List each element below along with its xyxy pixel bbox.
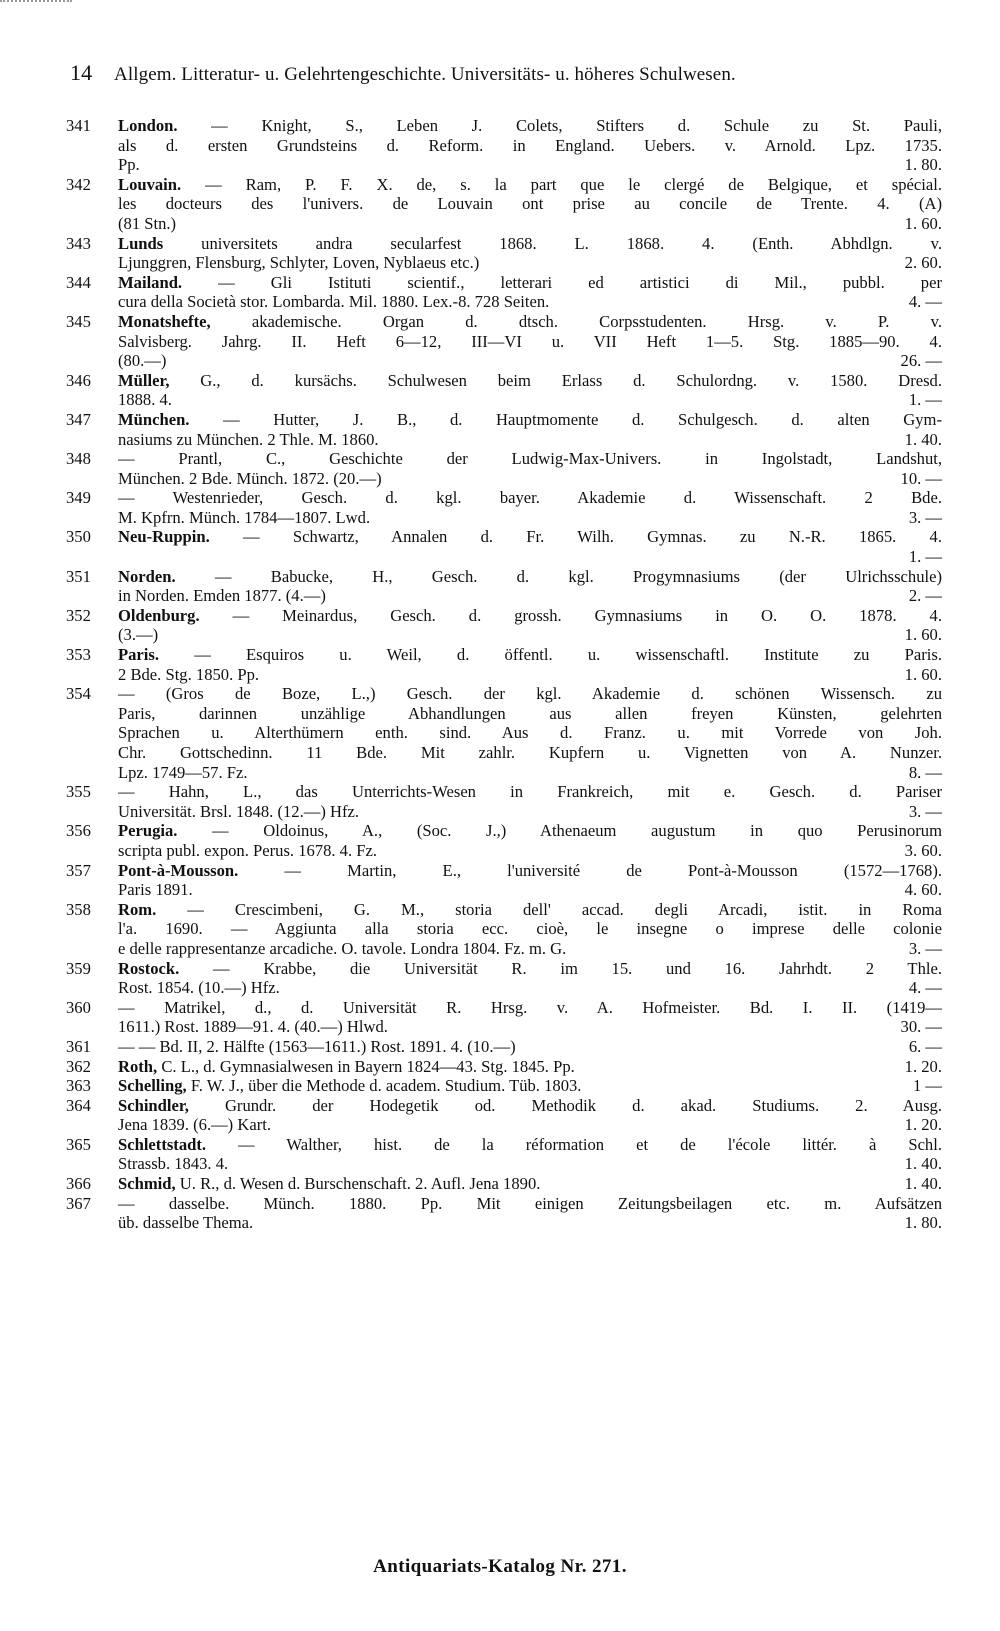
- entry-number: 359: [66, 958, 91, 978]
- entry-price: 8. —: [908, 762, 942, 782]
- entry-line: [118, 1076, 942, 1096]
- entry-text: [118, 704, 942, 723]
- entry-price: 1. 60.: [904, 213, 942, 233]
- catalog-entry: [66, 959, 942, 998]
- entry-text: [118, 900, 942, 919]
- entry-description: C. L., d. Gymnasialwesen in Bayern 1824—43. Stg. 1845. Pp.: [157, 1056, 575, 1076]
- catalog-entry: [66, 273, 942, 312]
- entry-text: [118, 861, 942, 880]
- entry-number: 346: [66, 370, 91, 390]
- entry-keyword: Pont-à-Mousson.: [118, 860, 239, 880]
- entry-description: e delle rappresentanze arcadiche. O. tavole. Londra 1804. Fz. m. G.: [118, 938, 567, 958]
- entry-line: [118, 567, 942, 587]
- entry-description: in Norden. Emden 1877. (4.—): [118, 586, 326, 606]
- entry-description: Sprachen u. Alterthümern enth. sind. Aus d. Franz. u. mit Vorrede von Joh.: [118, 723, 942, 743]
- entry-price: 2. 60.: [904, 253, 942, 273]
- entry-description: — Gli Istituti scientif., letterari ed artistici di Mil., pubbl. per: [182, 272, 942, 292]
- entry-keyword: Schelling,: [118, 1076, 187, 1096]
- entry-text: [118, 253, 479, 273]
- entry-description: U. R., d. Wesen d. Burschenschaft. 2. Aufl. Jena 1890.: [175, 1174, 541, 1194]
- entry-text: [118, 841, 377, 861]
- entry-number: 344: [66, 272, 91, 292]
- catalog-entry: [66, 410, 942, 449]
- entry-number: 364: [66, 1095, 91, 1115]
- entry-keyword: Monatshefte,: [118, 311, 211, 331]
- entry-keyword: London.: [118, 116, 178, 135]
- entry-price: 4. —: [908, 978, 942, 998]
- entry-description: Pp.: [118, 155, 140, 175]
- catalog-entry: [66, 371, 942, 410]
- entry-description: — Prantl, C., Geschichte der Ludwig-Max-Univers. in Ingolstadt, Landshut,: [118, 449, 942, 469]
- entry-number: 363: [66, 1076, 91, 1096]
- entry-keyword: Norden.: [118, 566, 176, 586]
- entry-description: (80.—): [118, 351, 167, 371]
- entry-description: — Oldoinus, A., (Soc. J.,) Athenaeum augustum in quo Perusinorum: [177, 821, 942, 841]
- entry-line: [118, 155, 942, 175]
- entry-description: Ljunggren, Flensburg, Schlyter, Loven, Nyblaeus etc.): [118, 253, 480, 273]
- catalog-entry: [66, 606, 942, 645]
- entry-description: üb. dasselbe Thema.: [118, 1213, 254, 1233]
- entry-price: 3. 60.: [904, 840, 942, 860]
- entry-number: 366: [66, 1174, 91, 1194]
- entry-price: 1. 80.: [904, 155, 942, 175]
- entry-number: 361: [66, 1036, 91, 1056]
- entry-description: — Esquiros u. Weil, d. öffentl. u. wissenschaftl. Institute zu Paris.: [159, 645, 942, 665]
- entry-line: [118, 351, 942, 371]
- catalog-entry: [66, 684, 942, 782]
- entry-keyword: Perugia.: [118, 821, 178, 841]
- entry-price: 1. 40.: [904, 1154, 942, 1174]
- entry-description: — Meinardus, Gesch. d. grossh. Gymnasiums in O. O. 1878. 4.: [199, 605, 942, 625]
- entry-text: [118, 1115, 271, 1135]
- entry-number: 362: [66, 1056, 91, 1076]
- entry-text: [118, 371, 942, 390]
- entry-number: 341: [66, 116, 91, 135]
- entry-keyword: Neu-Ruppin.: [118, 527, 210, 547]
- catalog-entry: [66, 1135, 942, 1174]
- entry-text: [118, 1037, 516, 1057]
- entry-description: — Ram, P. F. X. de, s. la part que le clergé de Belgique, et spécial.: [181, 174, 942, 194]
- entry-text: [118, 410, 942, 429]
- entry-number: 348: [66, 449, 91, 469]
- entry-number: 360: [66, 997, 91, 1017]
- entry-line: [118, 880, 942, 900]
- entry-line: [118, 1096, 942, 1116]
- entry-number: 343: [66, 233, 91, 253]
- entry-line: [118, 292, 942, 312]
- entry-number: 349: [66, 488, 91, 508]
- entry-description: Paris 1891.: [118, 880, 193, 900]
- entry-line: [118, 821, 942, 841]
- entry-price: 4. 60.: [904, 880, 942, 900]
- entry-line: [118, 782, 942, 802]
- entry-description: — Hutter, J. B., d. Hauptmomente d. Schulgesch. d. alten Gym-: [189, 409, 942, 429]
- entry-text: [118, 527, 942, 546]
- entry-price: 3. —: [908, 507, 942, 527]
- entry-keyword: Schindler,: [118, 1095, 189, 1115]
- entry-description: (81 Stn.): [118, 213, 177, 233]
- entry-line: [118, 998, 942, 1018]
- entry-text: [118, 939, 566, 959]
- running-title: Allgem. Litteratur- u. Gelehrtengeschichte. Universitäts- u. höheres Schulwesen.: [114, 64, 736, 85]
- entry-line: [118, 959, 942, 979]
- entry-description: — Knight, S., Leben J. Colets, Stifters d. Schule zu St. Pauli,: [177, 116, 942, 135]
- catalog-entry: [66, 1096, 942, 1135]
- entry-text: [118, 567, 942, 586]
- entry-text: [118, 214, 176, 234]
- entry-text: [118, 1213, 253, 1233]
- entry-description: — Westenrieder, Gesch. d. kgl. bayer. Akademie d. Wissenschaft. 2 Bde.: [118, 488, 942, 508]
- entry-line: [118, 547, 942, 567]
- catalog-entry: [66, 527, 942, 566]
- catalog-entry: [66, 782, 942, 821]
- entry-description: l'a. 1690. — Aggiunta alla storia ecc. cioè, le insegne o imprese delle colonie: [118, 919, 942, 939]
- entry-line: [118, 1115, 942, 1135]
- entry-keyword: München.: [118, 409, 190, 429]
- entry-line: [118, 430, 942, 450]
- entry-description: — Walther, hist. de la réformation et de l'école littér. à Schl.: [206, 1134, 942, 1154]
- catalog-footer: Antiquariats-Katalog Nr. 271.: [373, 1556, 627, 1577]
- entry-text: [118, 155, 140, 175]
- entry-line: [118, 723, 942, 743]
- entry-description: scripta publ. expon. Perus. 1678. 4. Fz.: [118, 840, 378, 860]
- catalog-entry: [66, 1037, 942, 1057]
- catalog-entry: [66, 175, 942, 234]
- entry-line: [118, 802, 942, 822]
- entry-line: [118, 488, 942, 508]
- entry-text: [118, 175, 942, 194]
- entry-description: — (Gros de Boze, L.,) Gesch. der kgl. Akademie d. schönen Wissensch. zu: [118, 684, 942, 704]
- entry-text: [118, 1135, 942, 1154]
- entry-number: 352: [66, 605, 91, 625]
- catalog-entry: [66, 488, 942, 527]
- entry-number: 350: [66, 527, 91, 547]
- entry-number: 358: [66, 899, 91, 919]
- entry-number: 354: [66, 684, 91, 704]
- entry-description: 1611.) Rost. 1889—91. 4. (40.—) Hlwd.: [118, 1017, 388, 1037]
- entry-text: [118, 821, 942, 840]
- entry-line: [118, 1057, 942, 1077]
- entry-text: [118, 763, 248, 783]
- entry-keyword: Oldenburg.: [118, 605, 200, 625]
- entry-description: Paris, darinnen unzählige Abhandlungen aus allen freyen Künsten, gelehrten: [118, 703, 942, 723]
- entry-text: [118, 743, 942, 762]
- entry-line: [118, 136, 942, 156]
- entry-line: [118, 1037, 942, 1057]
- entry-line: [118, 332, 942, 352]
- entry-keyword: Schmid,: [118, 1174, 176, 1194]
- entry-line: [118, 273, 942, 293]
- entry-line: [118, 704, 942, 724]
- entry-line: [118, 1154, 942, 1174]
- entry-description: les docteurs des l'univers. de Louvain ont prise au concile de Trente. 4. (A): [118, 194, 942, 214]
- entry-line: [118, 469, 942, 489]
- entry-keyword: Mailand.: [118, 272, 183, 292]
- entry-line: [118, 684, 942, 704]
- entry-line: [118, 194, 942, 214]
- entry-price: 3. —: [908, 938, 942, 958]
- entry-line: [118, 939, 942, 959]
- entry-text: [118, 194, 942, 213]
- entry-line: [118, 1174, 942, 1194]
- entry-line: [118, 1017, 942, 1037]
- entry-line: [118, 312, 942, 332]
- entry-price: 30. —: [900, 1017, 942, 1037]
- entry-text: [118, 116, 942, 135]
- entry-text: [118, 292, 549, 312]
- entry-text: [118, 1174, 540, 1194]
- entry-description: 1888. 4.: [118, 390, 172, 410]
- entry-line: [118, 645, 942, 665]
- entry-line: [118, 841, 942, 861]
- entry-description: M. Kpfrn. Münch. 1784—1807. Lwd.: [118, 507, 371, 527]
- entry-line: [118, 919, 942, 939]
- entry-text: [118, 136, 942, 155]
- entry-text: [118, 1194, 942, 1213]
- entry-number: 342: [66, 174, 91, 194]
- catalog-entry: [66, 821, 942, 860]
- entry-description: — Crescimbeni, G. M., storia dell' accad. degli Arcadi, istit. in Roma: [156, 899, 942, 919]
- entry-price: 10. —: [900, 468, 942, 488]
- entry-description: Lpz. 1749—57. Fz.: [118, 762, 248, 782]
- entry-description: cura della Società stor. Lombarda. Mil. 1880. Lex.-8. 728 Seiten.: [118, 292, 550, 312]
- catalog-entry: [66, 312, 942, 371]
- catalog-entry: [66, 900, 942, 959]
- entry-line: [118, 900, 942, 920]
- entry-description: universitets andra secularfest 1868. L. 1868. 4. (Enth. Abhdlgn. v.: [163, 233, 942, 253]
- entry-line: [118, 1213, 942, 1233]
- entry-price: 1. 40.: [904, 429, 942, 449]
- entry-line: [118, 390, 942, 410]
- entry-description: Grundr. der Hodegetik od. Methodik d. akad. Studiums. 2. Ausg.: [188, 1095, 942, 1115]
- entry-description: Jena 1839. (6.—) Kart.: [118, 1115, 271, 1135]
- catalog-entry: [66, 998, 942, 1037]
- entry-line: [118, 508, 942, 528]
- entry-text: [118, 919, 942, 938]
- catalog-entry: [66, 861, 942, 900]
- entry-line: [118, 606, 942, 626]
- entry-number: 353: [66, 645, 91, 665]
- entry-line: [118, 861, 942, 881]
- entry-keyword: Rostock.: [118, 958, 180, 978]
- entry-line: [118, 234, 942, 254]
- entry-line: [118, 665, 942, 685]
- page-number: 14: [70, 60, 93, 85]
- entry-line: [118, 1135, 942, 1155]
- entry-text: [118, 625, 158, 645]
- entry-price: 1 —: [912, 1076, 942, 1096]
- entry-text: [118, 959, 942, 978]
- entry-description: akademische. Organ d. dtsch. Corpsstudenten. Hrsg. v. P. v.: [210, 311, 942, 331]
- catalog-entry: [66, 449, 942, 488]
- entry-price: 4. —: [908, 292, 942, 312]
- catalog-entry: [66, 645, 942, 684]
- catalog-entry: [66, 567, 942, 606]
- entry-text: [118, 606, 942, 625]
- entry-text: [118, 234, 942, 253]
- entry-text: [118, 390, 172, 410]
- catalog-entry: [66, 1076, 942, 1096]
- entry-text: [118, 998, 942, 1017]
- entry-text: [118, 1154, 228, 1174]
- entry-description: Universität. Brsl. 1848. (12.—) Hfz.: [118, 801, 360, 821]
- entry-price: 1. 80.: [904, 1213, 942, 1233]
- page-header: [70, 60, 950, 86]
- entry-description: — Hahn, L., das Unterrichts-Wesen in Frankreich, mit e. Gesch. d. Pariser: [118, 782, 942, 802]
- entry-text: [118, 488, 942, 507]
- entry-price: 1. —: [908, 547, 942, 567]
- entry-keyword: Rom.: [118, 899, 157, 919]
- entry-number: 357: [66, 860, 91, 880]
- entry-text: [118, 586, 326, 606]
- entry-text: [118, 1076, 581, 1096]
- entry-keyword: Müller,: [118, 370, 170, 390]
- entry-description: (3.—): [118, 625, 159, 645]
- entry-line: [118, 527, 942, 547]
- entry-text: [118, 449, 942, 468]
- entry-description: als d. ersten Grundsteins d. Reform. in England. Uebers. v. Arnold. Lpz. 1735.: [118, 135, 942, 155]
- entry-line: [118, 449, 942, 469]
- entry-text: [118, 665, 259, 685]
- entry-price: 3. —: [908, 801, 942, 821]
- entry-text: [118, 1017, 388, 1037]
- entry-price: 1. 60.: [904, 664, 942, 684]
- entry-keyword: Lunds: [118, 233, 164, 253]
- entry-description: — dasselbe. Münch. 1880. Pp. Mit einigen Zeitungsbeilagen etc. m. Aufsätzen: [118, 1193, 942, 1213]
- entry-price: 1. 20.: [904, 1115, 942, 1135]
- entry-description: — Martin, E., l'université de Pont-à-Mousson (1572—1768).: [238, 860, 942, 880]
- scan-mark: [0, 0, 72, 6]
- entry-description: G., d. kursächs. Schulwesen beim Erlass d. Schulordng. v. 1580. Dresd.: [169, 370, 942, 390]
- catalog-entry: [66, 116, 942, 175]
- entry-list: [66, 116, 942, 1233]
- catalog-entry: [66, 234, 942, 273]
- entry-description: nasiums zu München. 2 Thle. M. 1860.: [118, 429, 379, 449]
- entry-text: [118, 508, 370, 528]
- entry-price: 26. —: [900, 351, 942, 371]
- entry-number: 355: [66, 782, 91, 802]
- entry-number: 351: [66, 566, 91, 586]
- entry-description: — Matrikel, d., d. Universität R. Hrsg. v. A. Hofmeister. Bd. I. II. (1419—: [118, 997, 942, 1017]
- entry-text: [118, 978, 280, 998]
- entry-description: Chr. Gottschedinn. 11 Bde. Mit zahlr. Kupfern u. Vignetten von A. Nunzer.: [118, 743, 942, 762]
- entry-keyword: Louvain.: [118, 174, 182, 194]
- entry-text: [118, 645, 942, 664]
- entry-description: Strassb. 1843. 4.: [118, 1154, 229, 1174]
- entry-description: — Schwartz, Annalen d. Fr. Wilh. Gymnas. zu N.-R. 1865. 4.: [209, 527, 942, 547]
- entry-keyword: Paris.: [118, 645, 160, 665]
- entry-price: 6. —: [908, 1036, 942, 1056]
- entry-description: F. W. J., über die Methode d. academ. Studium. Tüb. 1803.: [186, 1076, 582, 1096]
- entry-text: [118, 684, 942, 703]
- entry-description: Salvisberg. Jahrg. II. Heft 6—12, III—VI u. VII Heft 1—5. Stg. 1885—90. 4.: [118, 331, 942, 351]
- entry-price: 1. —: [908, 390, 942, 410]
- entry-line: [118, 410, 942, 430]
- entry-line: [118, 763, 942, 783]
- entry-text: [118, 430, 379, 450]
- catalog-entry: [66, 1194, 942, 1233]
- entry-price: 1. 40.: [904, 1174, 942, 1194]
- entry-text: [118, 880, 193, 900]
- entry-number: 356: [66, 821, 91, 841]
- entry-text: [118, 723, 942, 742]
- entry-text: [118, 273, 942, 292]
- entry-number: 345: [66, 311, 91, 331]
- entry-line: [118, 743, 942, 763]
- entry-text: [118, 782, 942, 801]
- entry-line: [118, 978, 942, 998]
- entry-keyword: Roth,: [118, 1056, 158, 1076]
- entry-line: [118, 214, 942, 234]
- catalog-entry: [66, 1174, 942, 1194]
- entry-description: 2 Bde. Stg. 1850. Pp.: [118, 664, 260, 684]
- catalog-entry: [66, 1057, 942, 1077]
- entry-text: [118, 1057, 575, 1077]
- entry-line: [118, 1194, 942, 1214]
- entry-number: 347: [66, 409, 91, 429]
- entry-text: [118, 312, 942, 331]
- entry-line: [118, 371, 942, 391]
- entry-line: [118, 175, 942, 195]
- entry-price: 1. 60.: [904, 625, 942, 645]
- entry-line: [118, 116, 942, 136]
- entry-description: Rost. 1854. (10.—) Hfz.: [118, 978, 280, 998]
- entry-number: 365: [66, 1134, 91, 1154]
- entry-text: [118, 351, 166, 371]
- entry-description: München. 2 Bde. Münch. 1872. (20.—): [118, 468, 382, 488]
- entry-line: [118, 253, 942, 273]
- entry-price: 2. —: [908, 586, 942, 606]
- entry-price: 1. 20.: [904, 1056, 942, 1076]
- entry-line: [118, 586, 942, 606]
- entry-text: [118, 332, 942, 351]
- entry-line: [118, 625, 942, 645]
- entry-description: — Krabbe, die Universität R. im 15. und 16. Jahrhdt. 2 Thle.: [179, 958, 942, 978]
- entry-description: — — Bd. II, 2. Hälfte (1563—1611.) Rost. 1891. 4. (10.—): [118, 1036, 516, 1056]
- entry-text: [118, 469, 382, 489]
- entry-description: — Babucke, H., Gesch. d. kgl. Progymnasiums (der Ulrichsschule): [175, 566, 942, 586]
- entry-text: [118, 1096, 942, 1115]
- entry-keyword: Schlettstadt.: [118, 1134, 207, 1154]
- entry-number: 367: [66, 1193, 91, 1213]
- entry-text: [118, 802, 359, 822]
